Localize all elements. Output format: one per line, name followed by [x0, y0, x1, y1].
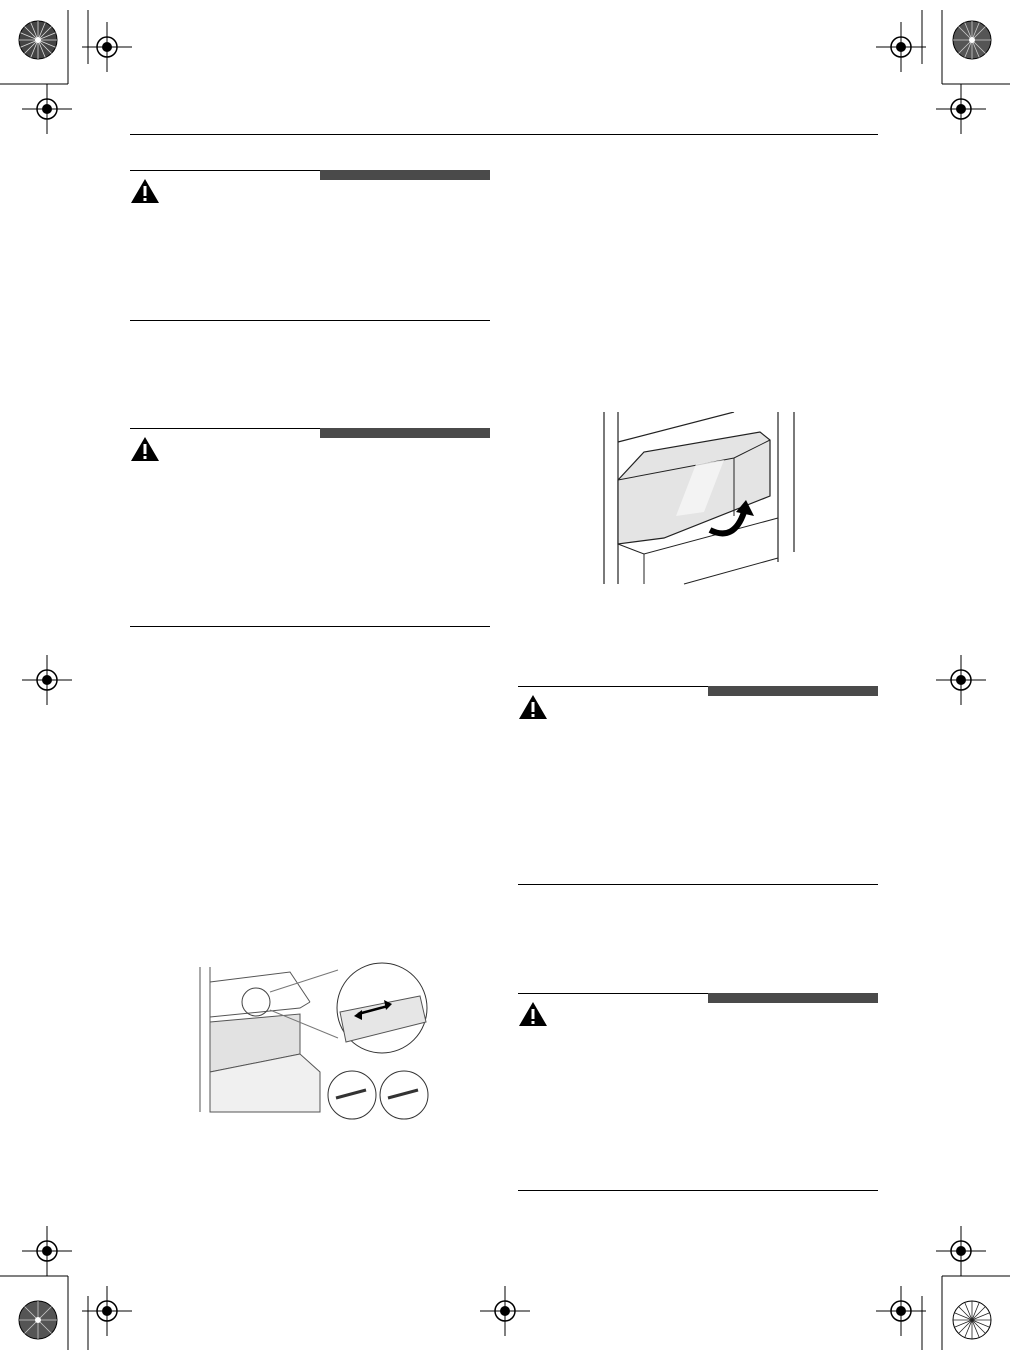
registration-target-icon — [936, 84, 986, 134]
registration-target-icon — [876, 1286, 926, 1336]
warning-triangle-icon — [130, 178, 160, 204]
warning-block — [130, 170, 490, 322]
registration-target-icon — [936, 1226, 986, 1276]
warning-triangle-icon — [130, 436, 160, 462]
color-rosette-icon — [952, 1300, 992, 1340]
registration-target-icon — [82, 1286, 132, 1336]
registration-target-icon — [480, 1286, 530, 1336]
warning-header-bar — [708, 686, 878, 696]
registration-target-icon — [22, 84, 72, 134]
header-rule — [130, 134, 878, 135]
warning-bottom-rule — [130, 320, 490, 321]
warning-bottom-rule — [130, 626, 490, 627]
color-rosette-icon — [952, 20, 992, 60]
warning-block — [130, 428, 490, 580]
registration-target-icon — [82, 22, 132, 72]
warning-bottom-rule — [518, 884, 878, 885]
warning-block — [518, 686, 878, 838]
registration-target-icon — [22, 1226, 72, 1276]
warning-bottom-rule — [518, 1190, 878, 1191]
drawer-lift-illustration — [584, 412, 804, 586]
warning-triangle-icon — [518, 694, 548, 720]
warning-triangle-icon — [518, 1001, 548, 1027]
warning-header-bar — [708, 993, 878, 1003]
warning-top-rule — [518, 993, 708, 994]
warning-top-rule — [130, 170, 320, 171]
warning-block — [518, 993, 878, 1145]
warning-top-rule — [518, 686, 708, 687]
registration-target-icon — [22, 655, 72, 705]
warning-header-bar — [320, 170, 490, 180]
color-rosette-icon — [18, 1300, 58, 1340]
shelf-adjust-illustration — [190, 962, 436, 1122]
registration-target-icon — [936, 655, 986, 705]
warning-header-bar — [320, 428, 490, 438]
color-rosette-icon — [18, 20, 58, 60]
registration-target-icon — [876, 22, 926, 72]
warning-top-rule — [130, 428, 320, 429]
